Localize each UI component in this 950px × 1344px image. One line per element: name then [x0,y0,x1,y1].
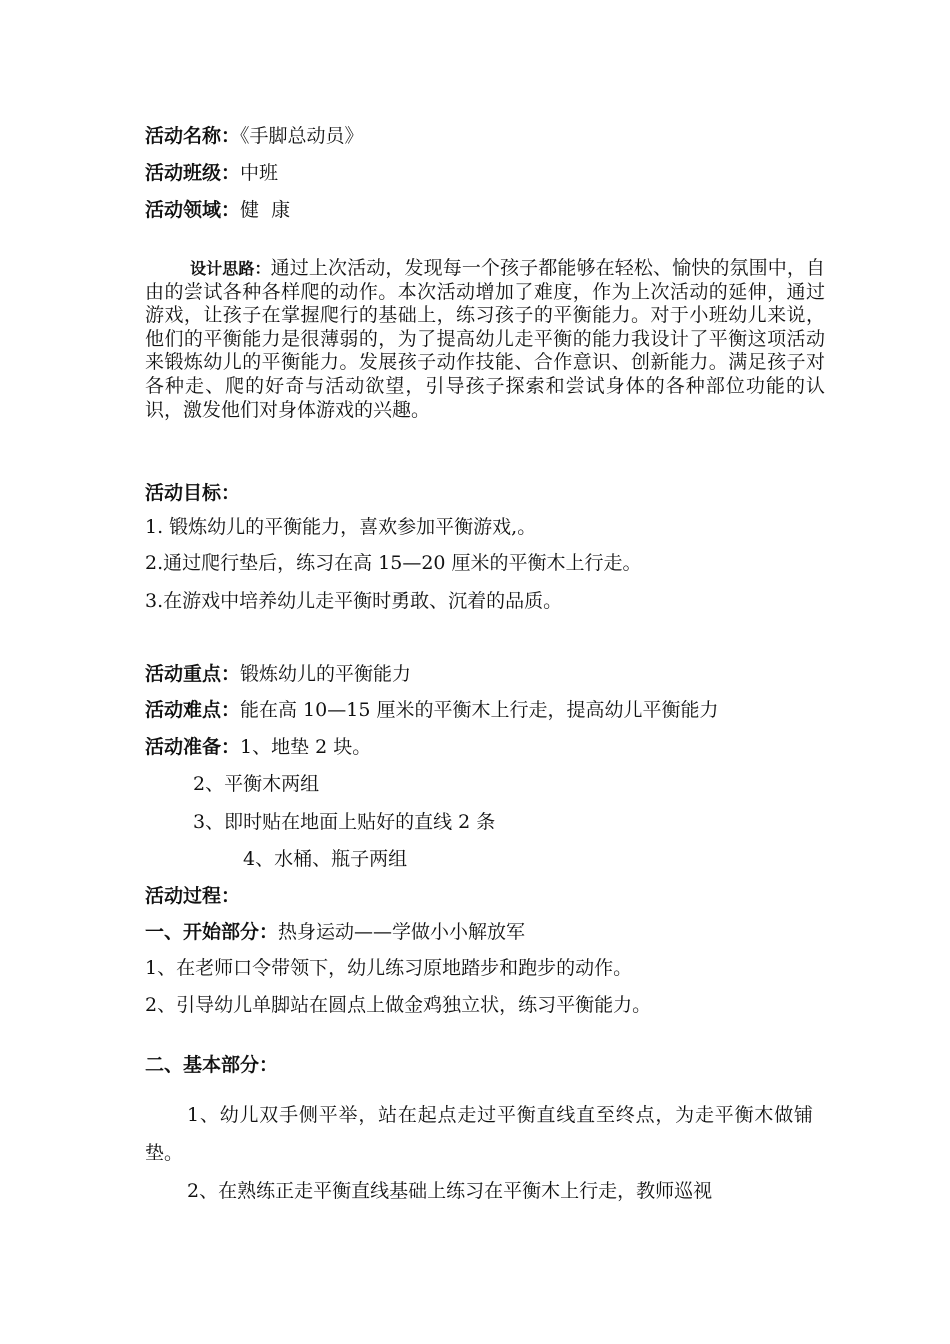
part1-label: 一、开始部分： [145,921,279,943]
activity-domain-line [145,198,290,222]
prep-item: 4、水桶、瓶子两组 [243,848,408,870]
part1-value: 热身运动——学做小小解放军 [278,921,526,943]
part2-item: 2、在熟练正走平衡直线基础上练习在平衡木上行走，教师巡视 [187,1180,713,1202]
prep-line [145,735,371,759]
goals-heading: 活动目标： [145,482,241,504]
activity-class-value: 中班 [240,162,279,184]
part1-item: 2、引导幼儿单脚站在圆点上做金鸡独立状，练习平衡能力。 [145,994,652,1016]
activity-class-line [145,161,278,185]
design-idea-label: 设计思路： [190,259,271,278]
design-idea-text: 通过上次活动，发现每一个孩子都能够在轻松、愉快的氛围中，自由的尝试各种各样爬的动作。本次活动增加了难度，作为上次活动的延伸，通过游戏，让孩子在掌握爬行的基础上，练习孩子的平衡能力。对于小班幼儿来说，他们的平衡能力是很薄弱的，为了提高幼儿走平衡的能力我设计了平衡这项活动来锻炼幼儿的平衡能力。发展孩子动作技能、合作意识、创新能力。满足孩子对各种走、爬的好奇与活动欲望，引导孩子探索和尝试身体的各种部位功能的认识，激发他们对身体游戏的兴趣。 [145,257,825,421]
goal-item: 3.在游戏中培养幼儿走平衡时勇敢、沉着的品质。 [145,590,563,612]
difficulty-line [145,698,718,722]
part2-heading: 二、基本部分： [145,1054,279,1076]
goal-item: 2.通过爬行垫后，练习在高 15—20 厘米的平衡木上行走。 [145,552,642,574]
focus-value: 锻炼幼儿的平衡能力 [240,663,412,685]
prep-item: 2、平衡木两组 [193,773,320,795]
activity-name-label: 活动名称： [145,125,241,147]
prep-item: 1、地垫 2 块。 [240,736,372,758]
activity-domain-value: 健 康 [240,199,291,221]
process-heading: 活动过程： [145,885,241,907]
prep-label: 活动准备： [145,736,241,758]
difficulty-label: 活动难点： [145,699,241,721]
part2-item: 1、幼儿双手侧平举，站在起点走过平衡直线直至终点，为走平衡木做铺垫。 [145,1104,813,1164]
prep-item: 3、即时贴在地面上贴好的直线 2 条 [193,811,496,833]
goal-item: 1. 锻炼幼儿的平衡能力，喜欢参加平衡游戏,。 [145,516,537,538]
design-idea-paragraph [145,257,825,422]
focus-line [145,662,411,686]
part1-line [145,920,525,944]
activity-class-label: 活动班级： [145,162,241,184]
difficulty-value: 能在高 10—15 厘米的平衡木上行走，提高幼儿平衡能力 [240,699,719,721]
activity-domain-label: 活动领域： [145,199,241,221]
focus-label: 活动重点： [145,663,241,685]
activity-name-value: 《手脚总动员》 [240,125,364,147]
activity-name-line [145,124,364,148]
part1-item: 1、在老师口令带领下，幼儿练习原地踏步和跑步的动作。 [145,957,633,979]
